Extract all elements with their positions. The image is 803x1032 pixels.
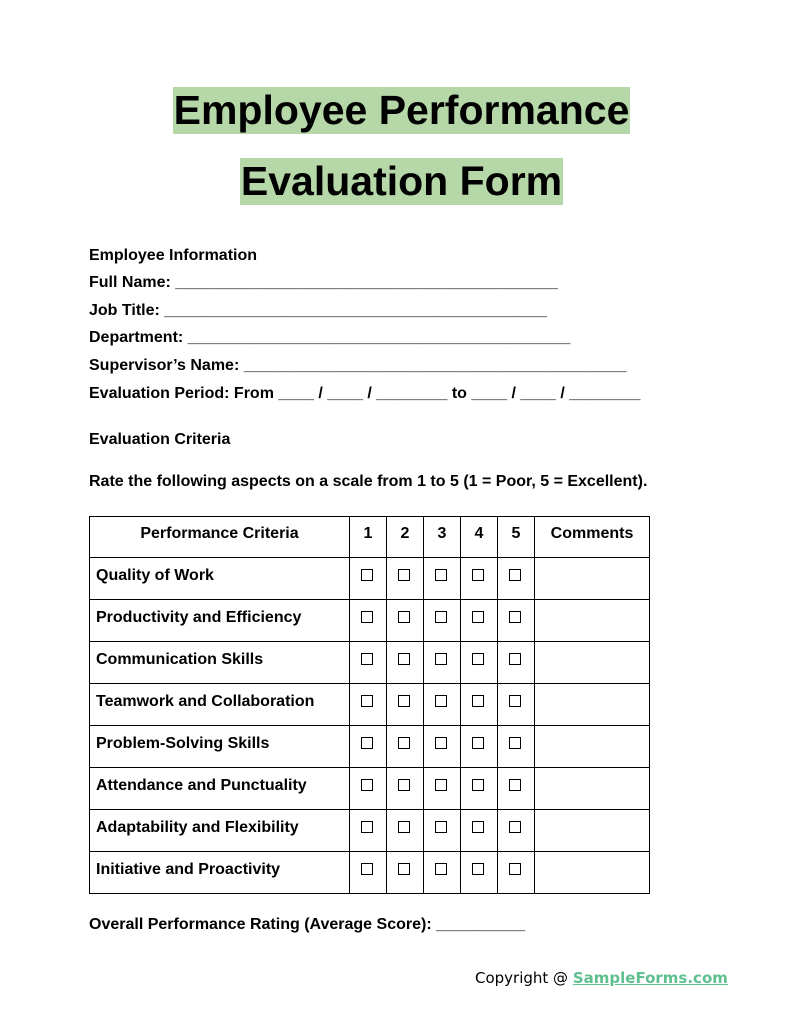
rating-checkbox-5[interactable] xyxy=(509,569,521,581)
header-performance-criteria: Performance Criteria xyxy=(90,517,350,558)
rating-checkbox-4[interactable] xyxy=(472,737,484,749)
rating-checkbox-4[interactable] xyxy=(472,821,484,833)
criteria-label: Teamwork and Collaboration xyxy=(90,684,350,726)
comments-cell[interactable] xyxy=(535,642,650,684)
rating-checkbox-2[interactable] xyxy=(398,779,410,791)
rating-checkbox-2[interactable] xyxy=(398,737,410,749)
department-field[interactable]: Department: ___________________________________________ xyxy=(89,329,571,346)
comments-cell[interactable] xyxy=(535,726,650,768)
rating-cell-5 xyxy=(498,600,535,642)
rating-checkbox-5[interactable] xyxy=(509,611,521,623)
comments-cell[interactable] xyxy=(535,810,650,852)
supervisor-name-field[interactable]: Supervisor’s Name: ___________________________________________ xyxy=(89,357,627,374)
rating-checkbox-5[interactable] xyxy=(509,653,521,665)
rating-checkbox-1[interactable] xyxy=(361,611,373,623)
rating-cell-1 xyxy=(350,600,387,642)
copyright-footer xyxy=(475,969,728,987)
rating-checkbox-1[interactable] xyxy=(361,695,373,707)
rating-cell-2 xyxy=(387,852,424,894)
rating-checkbox-1[interactable] xyxy=(361,737,373,749)
rating-checkbox-5[interactable] xyxy=(509,779,521,791)
table-row xyxy=(90,726,650,768)
employee-info-heading: Employee Information xyxy=(89,247,258,264)
sampleforms-link[interactable]: SampleForms.com xyxy=(572,969,728,987)
rating-cell-1 xyxy=(350,726,387,768)
page-title-line-1: Employee Performance xyxy=(173,87,630,133)
rating-checkbox-5[interactable] xyxy=(509,695,521,707)
criteria-label: Adaptability and Flexibility xyxy=(90,810,350,852)
rating-cell-2 xyxy=(387,768,424,810)
rating-checkbox-4[interactable] xyxy=(472,863,484,875)
comments-cell[interactable] xyxy=(535,852,650,894)
rating-cell-4 xyxy=(461,810,498,852)
rating-checkbox-5[interactable] xyxy=(509,737,521,749)
rating-cell-1 xyxy=(350,810,387,852)
rating-checkbox-2[interactable] xyxy=(398,653,410,665)
rating-cell-1 xyxy=(350,852,387,894)
criteria-label: Attendance and Punctuality xyxy=(90,768,350,810)
rating-cell-4 xyxy=(461,600,498,642)
rating-cell-2 xyxy=(387,600,424,642)
header-rating-3: 3 xyxy=(424,517,461,558)
criteria-label: Problem-Solving Skills xyxy=(90,726,350,768)
rating-cell-5 xyxy=(498,810,535,852)
rating-checkbox-2[interactable] xyxy=(398,695,410,707)
rating-checkbox-3[interactable] xyxy=(435,569,447,581)
rating-cell-5 xyxy=(498,852,535,894)
criteria-label: Initiative and Proactivity xyxy=(90,852,350,894)
table-row xyxy=(90,768,650,810)
rating-cell-1 xyxy=(350,558,387,600)
comments-cell[interactable] xyxy=(535,768,650,810)
rating-cell-2 xyxy=(387,684,424,726)
rating-checkbox-2[interactable] xyxy=(398,611,410,623)
table-row xyxy=(90,852,650,894)
title-line-1-wrap xyxy=(0,87,803,134)
rating-cell-5 xyxy=(498,558,535,600)
rating-cell-4 xyxy=(461,852,498,894)
rating-checkbox-2[interactable] xyxy=(398,821,410,833)
job-title-field[interactable]: Job Title: ___________________________________________ xyxy=(89,302,547,319)
rating-cell-5 xyxy=(498,726,535,768)
rating-checkbox-3[interactable] xyxy=(435,821,447,833)
table-row xyxy=(90,642,650,684)
rating-cell-4 xyxy=(461,642,498,684)
rating-checkbox-5[interactable] xyxy=(509,863,521,875)
title-line-2-wrap xyxy=(0,158,803,205)
rating-checkbox-3[interactable] xyxy=(435,653,447,665)
criteria-label: Productivity and Efficiency xyxy=(90,600,350,642)
rating-checkbox-1[interactable] xyxy=(361,653,373,665)
rating-instruction: Rate the following aspects on a scale from 1 to 5 (1 = Poor, 5 = Excellent). xyxy=(89,473,648,490)
table-header-row xyxy=(90,517,650,558)
rating-cell-3 xyxy=(424,600,461,642)
rating-cell-2 xyxy=(387,642,424,684)
rating-checkbox-3[interactable] xyxy=(435,695,447,707)
rating-cell-3 xyxy=(424,810,461,852)
header-rating-1: 1 xyxy=(350,517,387,558)
rating-cell-3 xyxy=(424,768,461,810)
rating-cell-5 xyxy=(498,642,535,684)
copyright-prefix: Copyright @ xyxy=(475,969,573,987)
rating-cell-3 xyxy=(424,558,461,600)
rating-cell-4 xyxy=(461,558,498,600)
rating-cell-3 xyxy=(424,684,461,726)
rating-checkbox-1[interactable] xyxy=(361,569,373,581)
table-row xyxy=(90,810,650,852)
overall-rating-field[interactable]: Overall Performance Rating (Average Score): __________ xyxy=(89,916,526,933)
rating-checkbox-3[interactable] xyxy=(435,863,447,875)
evaluation-period-field[interactable]: Evaluation Period: From ____ / ____ / ________ to ____ / ____ / ________ xyxy=(89,385,641,402)
rating-cell-2 xyxy=(387,558,424,600)
rating-checkbox-4[interactable] xyxy=(472,569,484,581)
rating-cell-1 xyxy=(350,642,387,684)
rating-checkbox-2[interactable] xyxy=(398,863,410,875)
rating-checkbox-2[interactable] xyxy=(398,569,410,581)
criteria-label: Communication Skills xyxy=(90,642,350,684)
rating-checkbox-4[interactable] xyxy=(472,611,484,623)
comments-cell[interactable] xyxy=(535,600,650,642)
rating-cell-2 xyxy=(387,726,424,768)
rating-checkbox-3[interactable] xyxy=(435,737,447,749)
rating-checkbox-5[interactable] xyxy=(509,821,521,833)
rating-cell-5 xyxy=(498,684,535,726)
rating-cell-4 xyxy=(461,684,498,726)
table-row xyxy=(90,684,650,726)
rating-cell-3 xyxy=(424,852,461,894)
full-name-field[interactable]: Full Name: ___________________________________________ xyxy=(89,274,558,291)
rating-checkbox-4[interactable] xyxy=(472,695,484,707)
rating-cell-1 xyxy=(350,684,387,726)
rating-checkbox-3[interactable] xyxy=(435,779,447,791)
table-row xyxy=(90,600,650,642)
rating-checkbox-3[interactable] xyxy=(435,611,447,623)
evaluation-criteria-heading: Evaluation Criteria xyxy=(89,431,231,448)
page-title-line-2: Evaluation Form xyxy=(240,158,563,204)
table-row xyxy=(90,558,650,600)
rating-cell-5 xyxy=(498,768,535,810)
rating-cell-4 xyxy=(461,768,498,810)
criteria-label: Quality of Work xyxy=(90,558,350,600)
header-rating-4: 4 xyxy=(461,517,498,558)
rating-cell-3 xyxy=(424,642,461,684)
header-comments: Comments xyxy=(535,517,650,558)
rating-cell-2 xyxy=(387,810,424,852)
criteria-table xyxy=(89,516,650,894)
comments-cell[interactable] xyxy=(535,684,650,726)
header-rating-5: 5 xyxy=(498,517,535,558)
rating-cell-4 xyxy=(461,726,498,768)
rating-checkbox-1[interactable] xyxy=(361,779,373,791)
rating-checkbox-1[interactable] xyxy=(361,863,373,875)
rating-cell-3 xyxy=(424,726,461,768)
header-rating-2: 2 xyxy=(387,517,424,558)
rating-cell-1 xyxy=(350,768,387,810)
comments-cell[interactable] xyxy=(535,558,650,600)
rating-checkbox-4[interactable] xyxy=(472,653,484,665)
rating-checkbox-1[interactable] xyxy=(361,821,373,833)
rating-checkbox-4[interactable] xyxy=(472,779,484,791)
